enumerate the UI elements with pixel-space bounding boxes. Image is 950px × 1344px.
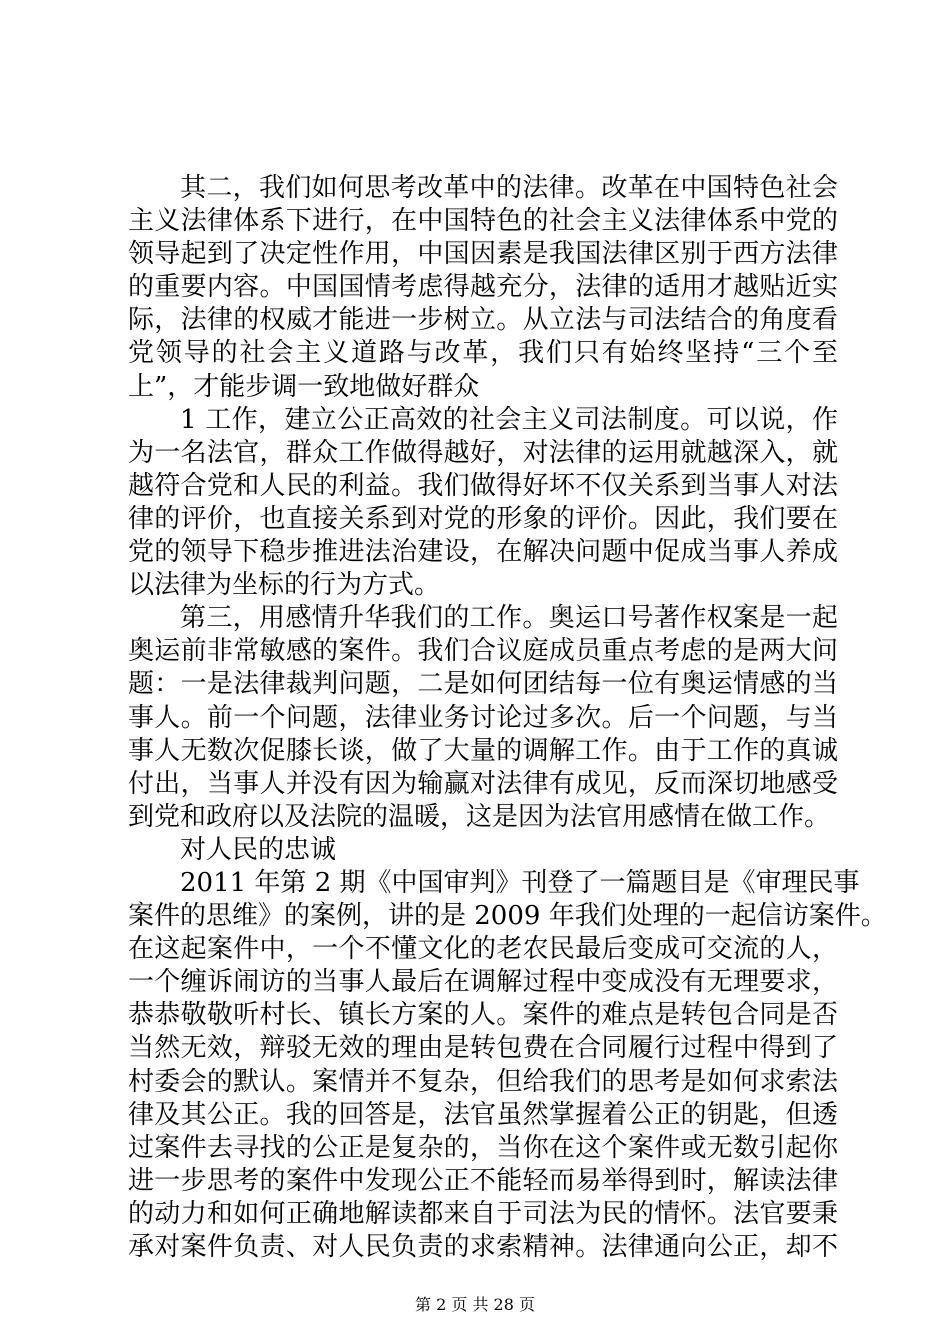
text-line: 律的评价，也直接关系到对党的形象的评价。因此，我们要在 <box>128 503 838 534</box>
text-line: 过案件去寻找的公正是复杂的，当你在这个案件或无数引起你 <box>128 1132 838 1163</box>
text-line: 际，法律的权威才能进一步树立。从立法与司法结合的角度看 <box>128 305 838 336</box>
text-line: 越符合党和人民的利益。我们做得好坏不仅关系到当事人对法 <box>128 470 838 501</box>
text-line: 上”，才能步调一致地做好群众 <box>128 371 480 402</box>
page-number-footer: 第 2 页 共 28 页 <box>415 1295 535 1314</box>
text-line: 事人无数次促膝长谈，做了大量的调解工作。由于工作的真诚 <box>128 735 838 766</box>
text-line: 一个缠诉闹访的当事人最后在调解过程中变成没有无理要求， <box>128 967 838 998</box>
text-line: 恭恭敬敬听村长、镇长方案的人。案件的难点是转包合同是否 <box>128 1000 838 1031</box>
text-line: 党领导的社会主义道路与改革，我们只有始终坚持“三个至 <box>128 338 838 369</box>
text-line: 事人。前一个问题，法律业务讨论过多次。后一个问题，与当 <box>128 702 838 733</box>
text-line: 承对案件负责、对人民负责的求索精神。法律通向公正，却不 <box>128 1232 838 1262</box>
text-line: 进一步思考的案件中发现公正不能轻而易举得到时，解读法律 <box>128 1165 838 1196</box>
text-line: 2011 年第 2 期《中国审判》刊登了一篇题目是《审理民事 <box>180 867 860 898</box>
text-line: 以法律为坐标的行为方式。 <box>128 570 441 601</box>
text-line: 党的领导下稳步推进法治建设，在解决问题中促成当事人养成 <box>128 537 838 568</box>
text-line: 在这起案件中，一个不懂文化的老农民最后变成可交流的人， <box>128 934 838 965</box>
text-line: 题：一是法律裁判问题，二是如何团结每一位有奥运情感的当 <box>128 669 838 700</box>
text-line: 付出，当事人并没有因为输赢对法律有成见，反而深切地感受 <box>128 768 838 799</box>
document-body <box>128 172 887 1264</box>
text-line: 到党和政府以及法院的温暖，这是因为法官用感情在做工作。 <box>128 801 831 832</box>
text-line: 的动力和如何正确地解读都来自于司法为民的情怀。法官要秉 <box>128 1198 838 1229</box>
text-line: 律及其公正。我的回答是，法官虽然掌握着公正的钥匙，但透 <box>128 1099 838 1130</box>
text-line: 1 工作，建立公正高效的社会主义司法制度。可以说，作 <box>180 404 838 435</box>
text-line: 主义法律体系下进行，在中国特色的社会主义法律体系中党的 <box>128 206 838 237</box>
text-line: 案件的思维》的案例，讲的是 2009 年我们处理的一起信访案件。 <box>128 901 887 932</box>
text-line: 对人民的忠诚 <box>180 834 337 865</box>
text-line: 村委会的默认。案情并不复杂，但给我们的思考是如何求索法 <box>128 1066 838 1097</box>
text-line: 第三，用感情升华我们的工作。奥运口号著作权案是一起 <box>180 603 838 634</box>
text-line: 为一名法官，群众工作做得越好，对法律的运用就越深入，就 <box>128 437 838 468</box>
text-line: 当然无效，辩驳无效的理由是转包费在合同履行过程中得到了 <box>128 1033 838 1064</box>
text-line: 奥运前非常敏感的案件。我们合议庭成员重点考虑的是两大问 <box>128 636 838 667</box>
text-line: 其二，我们如何思考改革中的法律。改革在中国特色社会 <box>180 173 838 203</box>
text-line: 的重要内容。中国国情考虑得越充分，法律的适用才越贴近实 <box>128 272 838 303</box>
text-line: 领导起到了决定性作用，中国因素是我国法律区别于西方法律 <box>128 239 838 270</box>
